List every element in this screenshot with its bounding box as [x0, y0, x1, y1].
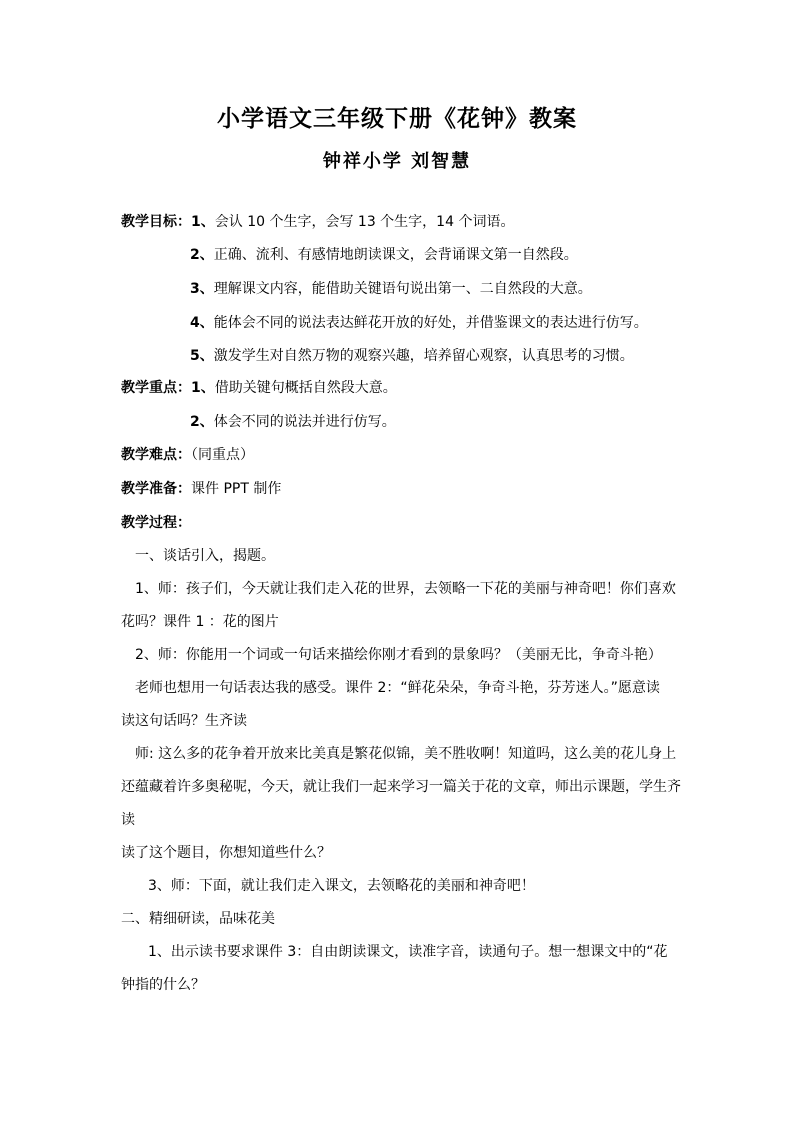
process-line: 二、精细研读，品味花美 — [121, 911, 275, 927]
objectives-line-2: 2、正确、流利、有感情地朗读课文，会背诵课文第一自然段。 — [190, 247, 578, 263]
process-line: 读了这个题目，你想知道些什么？ — [121, 845, 331, 861]
objectives-line-3: 3、理解课文内容，能借助关键语句说出第一、二自然段的大意。 — [190, 281, 592, 297]
preparation-line: 教学准备：课件 PPT 制作 — [121, 481, 282, 497]
process-label: 教学过程： — [121, 515, 191, 531]
process-line: 1、出示读书要求课件 3：自由朗读课文，读准字音，读通句子。想一想课文中的“花 — [148, 944, 668, 960]
process-line: 一、谈话引入，揭题。 — [135, 548, 275, 564]
objectives-line-4: 4、能体会不同的说法表达鲜花开放的好处，并借鉴课文的表达进行仿写。 — [190, 315, 648, 331]
process-line: 读这句话吗？生齐读 — [121, 713, 247, 729]
process-line: 3、师：下面，就让我们走入课文，去领略花的美丽和神奇吧！ — [148, 878, 535, 894]
process-line: 钟指的什么？ — [121, 977, 205, 993]
difficulty-label: 教学难点： — [121, 447, 191, 463]
process-line: 1、师：孩子们，今天就让我们走入花的世界，去领略一下花的美丽与神奇吧！你们喜欢 — [135, 581, 676, 597]
process-line: 2、师：你能用一个词或一句话来描绘你刚才看到的景象吗？（美丽无比，争奇斗艳） — [135, 647, 662, 663]
preparation-label: 教学准备： — [121, 481, 191, 497]
objectives-label: 教学目标： — [121, 214, 191, 230]
author-line: 钟祥小学 刘智慧 — [322, 151, 472, 172]
key-points-label: 教学重点： — [121, 380, 191, 396]
key-points-line-1: 教学重点：1、借助关键句概括自然段大意。 — [121, 380, 397, 396]
process-line: 老师也想用一句话表达我的感受。课件 2：“鲜花朵朵，争奇斗艳，芬芳迷人。”愿意读 — [135, 680, 660, 696]
process-line: 师: 这么多的花争着开放来比美真是繁花似锦，美不胜收啊！知道吗，这么美的花儿身上 — [135, 746, 677, 762]
objectives-line-5: 5、激发学生对自然万物的观察兴趣，培养留心观察，认真思考的习惯。 — [190, 348, 634, 364]
difficulty-line: 教学难点：（同重点） — [121, 447, 254, 463]
page-title: 小学语文三年级下册《花钟》教案 — [217, 105, 577, 132]
objectives-line-1: 教学目标：1、会认 10 个生字，会写 13 个生字，14 个词语。 — [121, 214, 515, 230]
process-line: 还蕴藏着许多奥秘呢，今天，就让我们一起来学习一篇关于花的文章，师出示课题，学生齐 — [121, 779, 681, 795]
key-points-line-2: 2、体会不同的说法并进行仿写。 — [190, 414, 396, 430]
process-line: 读 — [121, 812, 135, 828]
process-line: 花吗？课件 1 ：花的图片 — [121, 614, 279, 630]
